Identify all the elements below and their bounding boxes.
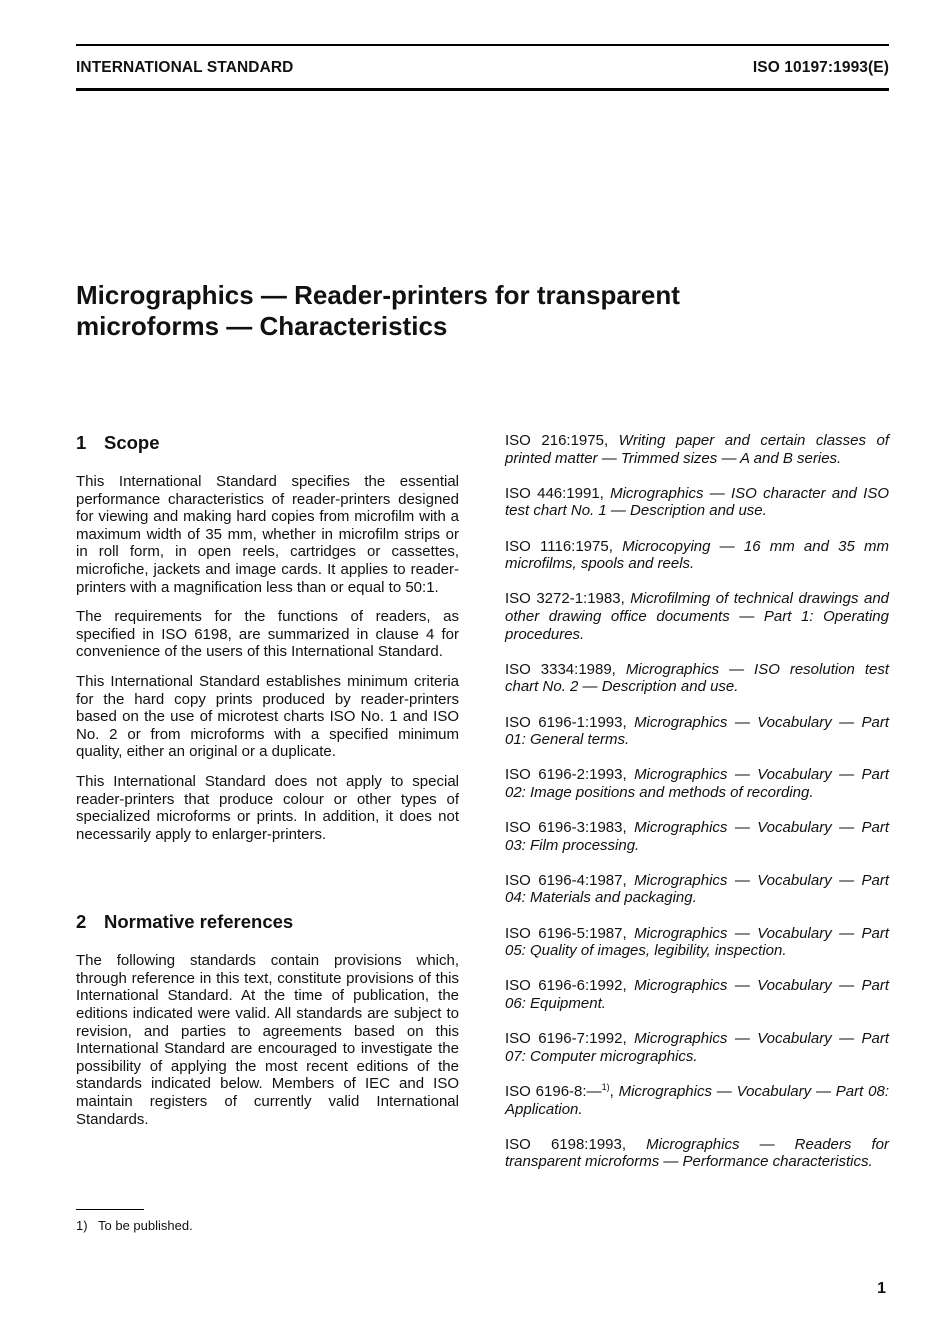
footnote-text: To be published.	[98, 1218, 193, 1233]
section-title: Scope	[104, 432, 160, 453]
footnote-reference: 1)	[601, 1081, 610, 1092]
reference-title: Micrographics — ISO resolution test chart No. 2 — Description and use.	[505, 660, 889, 696]
reference-code: ISO 6198:1993,	[505, 1135, 627, 1153]
reference-item	[505, 1136, 889, 1171]
reference-code: ISO 216:1975,	[505, 432, 609, 449]
document-title	[76, 280, 836, 342]
reference-title: Micrographics — ISO character and ISO test chart No. 1 — Description and use.	[505, 484, 889, 520]
footnote	[76, 1218, 193, 1233]
reference-code: ISO 3272-1:1983,	[505, 590, 625, 608]
page-number: 1	[877, 1280, 886, 1297]
reference-code: ISO 6196-6:1992,	[505, 977, 627, 995]
reference-title: Micrographics — Vocabulary — Part 08: Application.	[505, 1082, 889, 1118]
section-title: Normative references	[104, 911, 294, 933]
reference-item	[505, 1083, 889, 1118]
scope-paragraph: This International Standard specifies the essential performance characteristics of reader-printers designed for viewing and making hard copies from microfilm with a maximum width of 35 mm, whether in microfilm strips or in roll form, in open reels, cartridges or cassettes, microfiche, jackets and image cards. It applies to reader-printers with a magnification less than or equal to 50:1.	[76, 473, 459, 596]
reference-title: Micrographics — Vocabulary — Part 04: Materials and packaging.	[505, 871, 890, 907]
reference-title: Micrographics — Vocabulary — Part 01: General terms.	[505, 713, 890, 749]
reference-title: Micrographics — Vocabulary — Part 03: Film processing.	[505, 819, 890, 854]
reference-item	[505, 485, 889, 520]
reference-title: Microcopying — 16 mm and 35 mm microfilms, spools and reels.	[505, 537, 890, 573]
reference-title: Micrographics — Vocabulary — Part 06: Equipment.	[505, 977, 890, 1012]
title-line-1: Micrographics — Reader-printers for transparent	[76, 280, 680, 310]
section-heading-scope	[76, 432, 459, 454]
document-type-label: INTERNATIONAL STANDARD	[76, 59, 294, 76]
standard-number-label: ISO 10197:1993(E)	[752, 59, 889, 76]
reference-code: ISO 6196-8:—	[505, 1082, 602, 1100]
reference-title: Micrographics — Vocabulary — Part 07: Computer micrographics.	[505, 1030, 890, 1065]
reference-item	[505, 661, 889, 696]
reference-title: Writing paper and certain classes of printed matter — Trimmed sizes — A and B series.	[505, 432, 889, 467]
reference-code: ISO 6196-1:1993,	[505, 713, 627, 731]
normative-references-paragraph: The following standards contain provisions which, through reference in this text, constitute provisions of this International Standard. At the time of publication, the editions indicated were valid. All standards are subject to revision, and parties to agreements based on this International Standard are encouraged to investigate the possibility of applying the most recent editions of the standards indicated below. Members of IEC and ISO maintain registers of currently valid International Standards.	[76, 952, 459, 1128]
reference-code: ISO 6196-4:1987,	[505, 871, 627, 889]
reference-item	[505, 590, 889, 643]
scope-paragraph: This International Standard establishes minimum criteria for the hard copy prints produced by reader-printers based on the use of microtest charts ISO No. 1 and ISO No. 2 or from microforms with a specified minimum quality, either an original or a duplicate.	[76, 672, 459, 761]
reference-code-suffix: ,	[609, 1082, 614, 1100]
reference-item	[505, 1030, 889, 1065]
section-number: 1	[76, 432, 87, 453]
reference-code: ISO 446:1991,	[505, 484, 604, 502]
reference-title: Micrographics — Readers for transparent microforms — Performance characteristics.	[505, 1135, 889, 1171]
reference-code: ISO 6196-5:1987,	[505, 924, 627, 942]
header-bottom-rule	[76, 88, 889, 91]
reference-title: Micrographics — Vocabulary — Part 05: Quality of images, legibility, inspection.	[505, 924, 890, 960]
reference-code: ISO 1116:1975,	[505, 537, 613, 555]
reference-item	[505, 432, 889, 467]
references-list	[505, 432, 889, 1189]
reference-item	[505, 538, 889, 573]
scope-paragraph: This International Standard does not apply to special reader-printers that produce colour or other types of specialized microforms or prints. In addition, it does not necessarily apply to enlarger-printers.	[76, 772, 459, 843]
reference-item	[505, 819, 889, 854]
header-top-rule	[76, 44, 889, 46]
section-number: 2	[76, 911, 87, 933]
reference-item	[505, 925, 889, 960]
reference-code: ISO 6196-3:1983,	[505, 819, 627, 837]
reference-item	[505, 766, 889, 801]
footnote-mark: 1)	[76, 1218, 88, 1233]
left-column	[76, 432, 459, 1140]
reference-code: ISO 6196-2:1993,	[505, 766, 627, 784]
scope-paragraph: The requirements for the functions of readers, as specified in ISO 6198, are summarized in clause 4 for convenience of the users of this International Standard.	[76, 608, 459, 661]
reference-code: ISO 6196-7:1992,	[505, 1030, 627, 1048]
reference-item	[505, 977, 889, 1012]
title-line-2: microforms — Characteristics	[76, 311, 448, 341]
reference-title: Microfilming of technical drawings and other drawing office documents — Part 1: Operating procedures.	[505, 590, 889, 643]
reference-item	[505, 872, 889, 907]
reference-title: Micrographics — Vocabulary — Part 02: Image positions and methods of recording.	[505, 766, 890, 801]
reference-code: ISO 3334:1989,	[505, 660, 616, 678]
reference-item	[505, 714, 889, 749]
footnote-rule	[76, 1209, 144, 1210]
section-heading-normative-references	[76, 911, 459, 933]
